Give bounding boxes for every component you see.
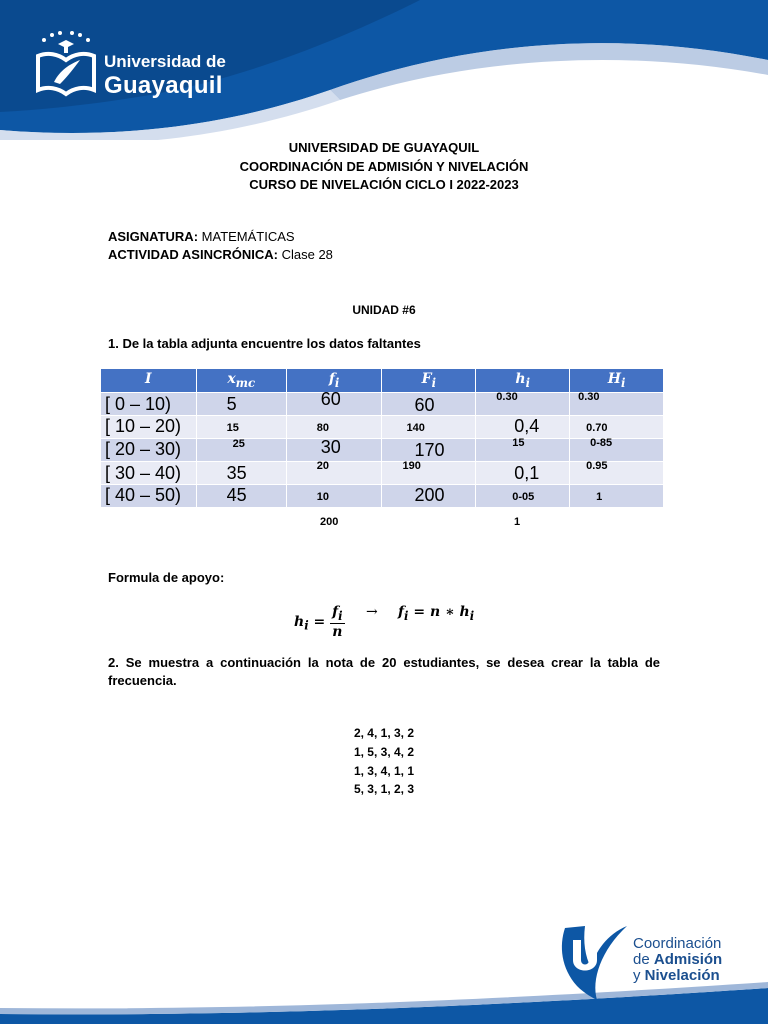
logo-text-line1: Universidad de bbox=[104, 52, 226, 71]
asignatura-value: MATEMÁTICAS bbox=[201, 229, 295, 244]
col-header-fi: $f_i$ bbox=[286, 369, 382, 393]
formula-fraction: $\frac{f_i}{n}$ bbox=[332, 604, 343, 640]
title-university: UNIVERSIDAD DE GUAYAQUIL bbox=[288, 140, 480, 155]
cell-interval: [ 40 – 50) bbox=[101, 485, 197, 508]
cell-interval: [ 0 – 10) bbox=[101, 393, 197, 416]
table-row bbox=[101, 393, 664, 416]
asignatura-line bbox=[108, 229, 295, 244]
cell-fi: 20 bbox=[286, 462, 382, 485]
arrow-icon: → bbox=[366, 604, 378, 620]
coordination-logo bbox=[555, 920, 745, 1000]
table-row bbox=[101, 416, 664, 439]
cell-Hi: 0.95 bbox=[570, 462, 664, 485]
formula-label: Formula de apoyo: bbox=[108, 570, 225, 585]
cell-hi: 0,1 bbox=[476, 462, 570, 485]
grades-row: 5, 3, 1, 2, 3 bbox=[353, 782, 415, 796]
question-1: 1. De la tabla adjunta encuentre los datos faltantes bbox=[108, 336, 421, 351]
cell-hi: 15 bbox=[476, 439, 570, 462]
cell-Fi: 60 bbox=[382, 393, 476, 416]
col-header-Fi: $F_i$ bbox=[382, 369, 476, 393]
cell-Hi: 0.30 bbox=[570, 393, 664, 416]
university-logo bbox=[34, 30, 234, 100]
cell-xmc: 5 bbox=[196, 393, 286, 416]
book-shield-icon bbox=[34, 30, 98, 98]
grades-row: 1, 3, 4, 1, 1 bbox=[353, 764, 415, 778]
title-coordination: COORDINACIÓN DE ADMISIÓN Y NIVELACIÓN bbox=[239, 159, 529, 174]
footer-logo-line2: de Admisión bbox=[633, 951, 723, 968]
grades-row: 2, 4, 1, 3, 2 bbox=[353, 726, 415, 740]
cell-Fi: 140 bbox=[382, 416, 476, 439]
asignatura-label: ASIGNATURA: bbox=[108, 229, 199, 244]
question-2-line2: frecuencia. bbox=[108, 673, 177, 688]
col-header-xmc: $x_{mc}$ bbox=[196, 369, 286, 393]
cell-interval: [ 20 – 30) bbox=[101, 439, 197, 462]
table-header-row bbox=[101, 369, 664, 393]
total-fi: 200 bbox=[320, 516, 339, 528]
cell-fi: 30 bbox=[286, 439, 382, 462]
cell-Fi: 200 bbox=[382, 485, 476, 508]
cell-Fi: 170 bbox=[382, 439, 476, 462]
cell-fi: 10 bbox=[286, 485, 382, 508]
formula-relative-frequency: $h_i$ = $\frac{f_i}{n}$ bbox=[294, 604, 343, 640]
cell-hi: 0,4 bbox=[476, 416, 570, 439]
cell-fi: 60 bbox=[286, 393, 382, 416]
cell-xmc: 35 bbox=[196, 462, 286, 485]
cell-interval: [ 10 – 20) bbox=[101, 416, 197, 439]
col-header-Hi: $H_i$ bbox=[570, 369, 664, 393]
logo-text-line2: Guayaquil bbox=[104, 72, 223, 99]
table-row bbox=[101, 462, 664, 485]
unidad-heading: UNIDAD #6 bbox=[352, 303, 416, 317]
col-header-interval: I bbox=[101, 369, 197, 393]
actividad-label: ACTIVIDAD ASINCRÓNICA: bbox=[108, 247, 278, 262]
cell-hi: 0.30 bbox=[476, 393, 570, 416]
grades-row: 1, 5, 3, 4, 2 bbox=[353, 745, 415, 759]
actividad-line bbox=[108, 247, 333, 262]
col-header-hi: $h_i$ bbox=[476, 369, 570, 393]
cell-hi: 0-05 bbox=[476, 485, 570, 508]
cell-Hi: 0-85 bbox=[570, 439, 664, 462]
formula-absolute-frequency: $f_i = n$ ∗ $h_i$ bbox=[398, 604, 475, 623]
cell-xmc: 45 bbox=[196, 485, 286, 508]
footer-logo-line3: y Nivelación bbox=[633, 967, 720, 984]
question-2-line1: 2. Se muestra a continuación la nota de 20 estudiantes, se desea crear la tabla de bbox=[108, 655, 660, 670]
cell-xmc: 25 bbox=[196, 439, 286, 462]
total-hi: 1 bbox=[514, 516, 521, 528]
table-row bbox=[101, 485, 664, 508]
title-course: CURSO DE NIVELACIÓN CICLO I 2022-2023 bbox=[249, 177, 519, 192]
cell-fi: 80 bbox=[286, 416, 382, 439]
cell-Hi: 0.70 bbox=[570, 416, 664, 439]
cell-interval: [ 30 – 40) bbox=[101, 462, 197, 485]
cell-Fi: 190 bbox=[382, 462, 476, 485]
cell-xmc: 15 bbox=[196, 416, 286, 439]
frequency-table bbox=[100, 368, 664, 508]
footer-logo-line1: Coordinación bbox=[633, 935, 722, 952]
ug-check-icon bbox=[555, 920, 629, 1000]
cell-Hi: 1 bbox=[570, 485, 664, 508]
table-row bbox=[101, 439, 664, 462]
actividad-value: Clase 28 bbox=[281, 247, 333, 262]
